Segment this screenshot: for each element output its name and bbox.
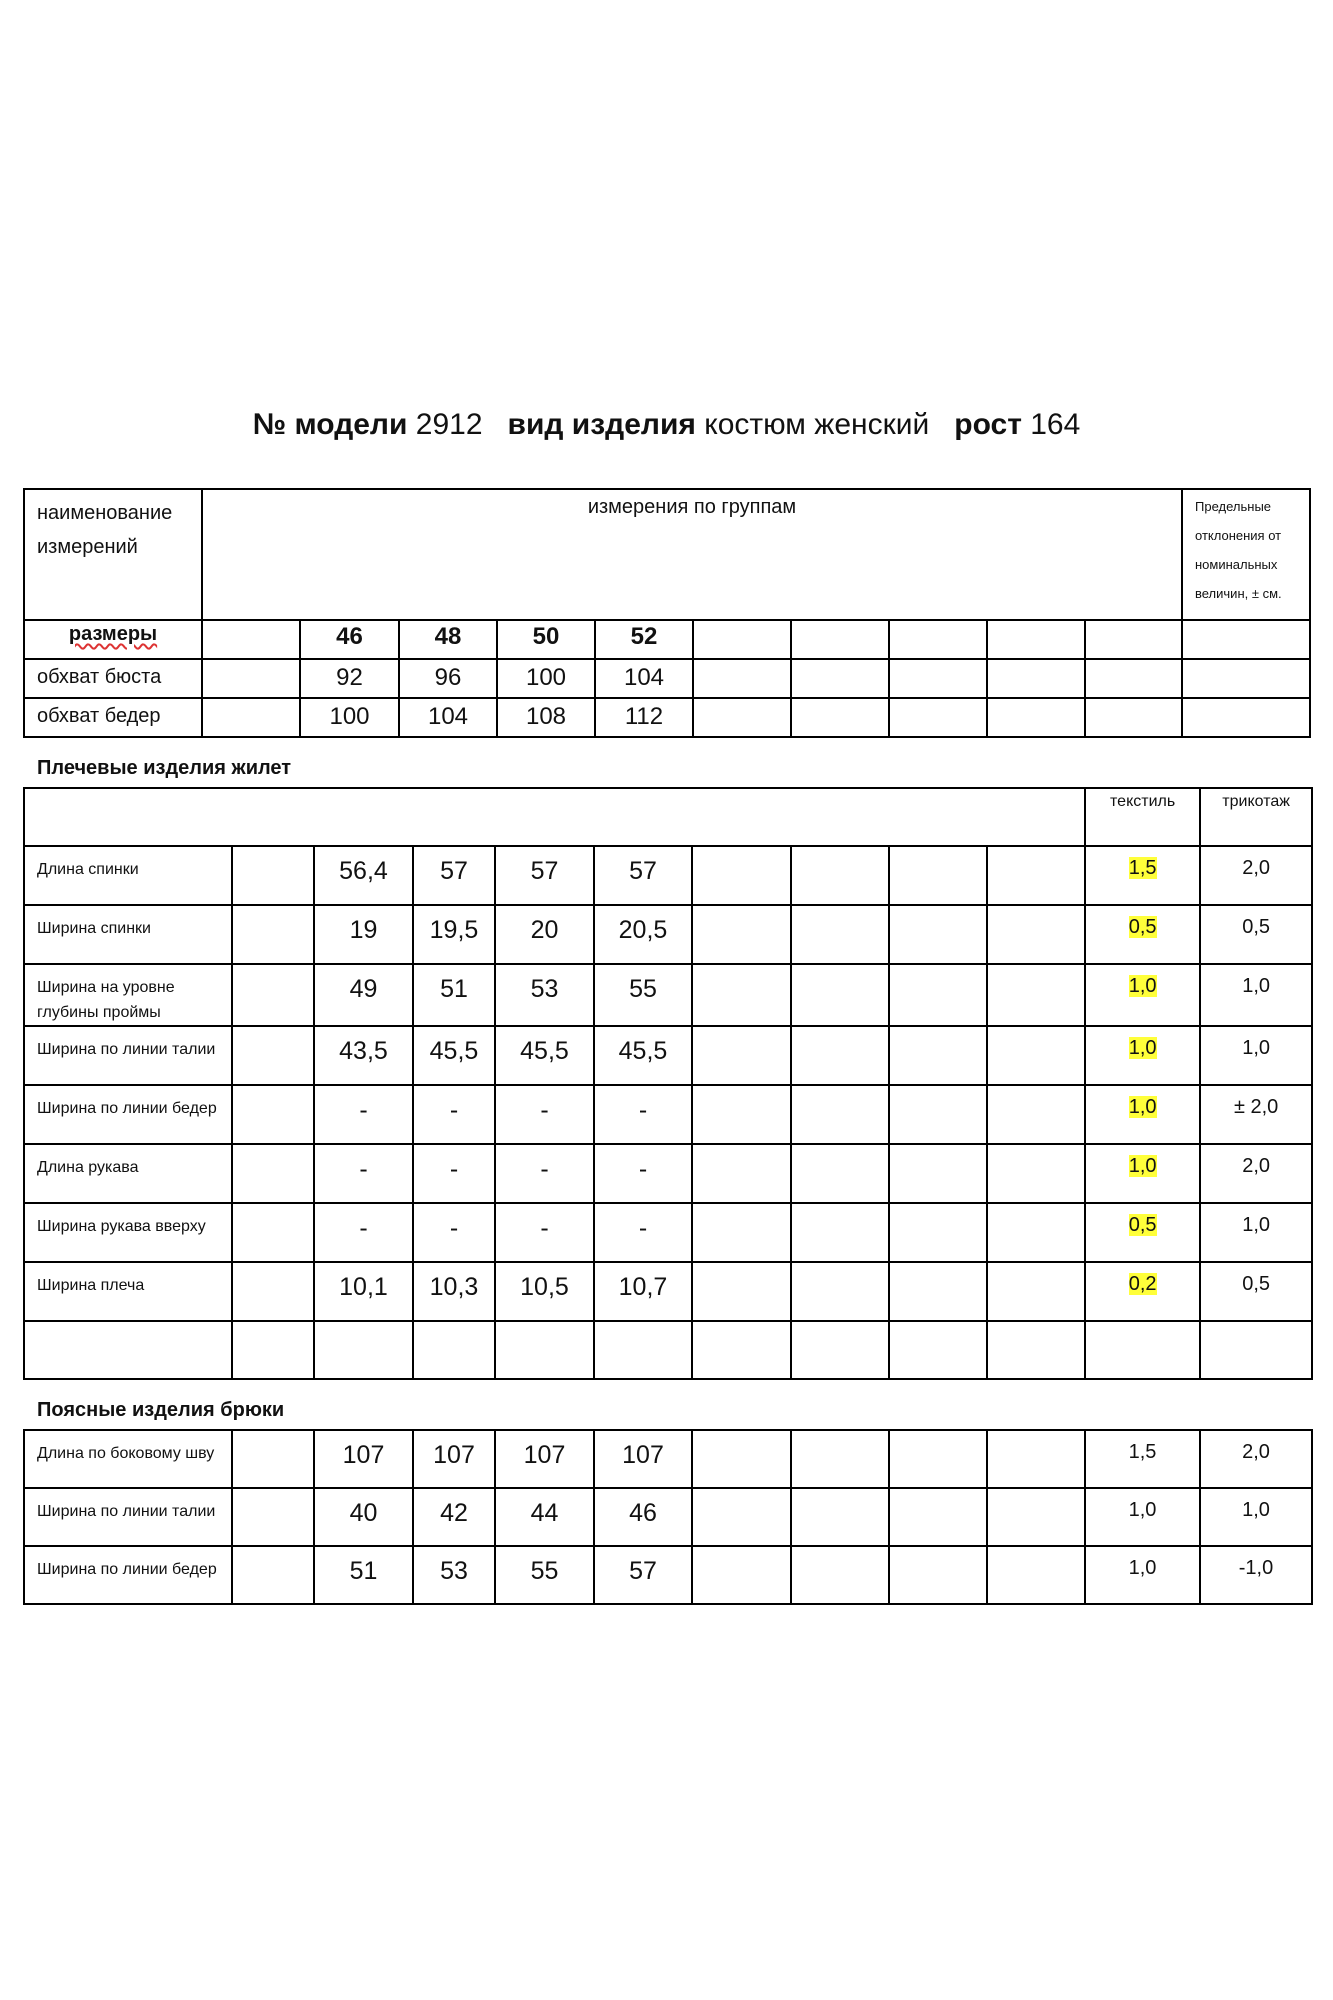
textile-tolerance-cell	[1085, 905, 1200, 964]
value-cell: 19	[314, 905, 413, 964]
value-cell: 10,7	[594, 1262, 692, 1321]
pants-measurements-table	[23, 1429, 1313, 1605]
row-label: Ширина по линии талии	[24, 1488, 232, 1546]
value-cell: 40	[314, 1488, 413, 1546]
empty-cell	[232, 964, 314, 1026]
empty-cell	[232, 1203, 314, 1262]
knit-tolerance-cell: 2,0	[1200, 1144, 1312, 1203]
empty-cell	[987, 964, 1085, 1026]
empty-cell	[889, 1144, 987, 1203]
value-cell: 107	[495, 1430, 594, 1488]
vest-measurements-table	[23, 787, 1313, 1380]
empty-cell	[791, 1430, 889, 1488]
product-type-value: костюм женский	[704, 408, 930, 441]
value-cell: -	[495, 1144, 594, 1203]
empty-cell	[232, 1430, 314, 1488]
pants-section-heading: Поясные изделия брюки	[37, 1399, 285, 1421]
empty-cell	[791, 1546, 889, 1604]
textile-tolerance-value: 1,0	[1128, 1557, 1157, 1579]
table-header-row	[24, 489, 1310, 620]
vest-section-heading: Плечевые изделия жилет	[37, 757, 292, 779]
value-cell: 57	[413, 846, 495, 905]
table-row	[24, 905, 1312, 964]
empty-cell	[791, 964, 889, 1026]
value-cell: 10,1	[314, 1262, 413, 1321]
row-label: Длина спинки	[24, 846, 232, 905]
empty-cell	[791, 1026, 889, 1085]
value-cell: 10,5	[495, 1262, 594, 1321]
value-cell: 20,5	[594, 905, 692, 964]
value-cell: 57	[594, 846, 692, 905]
textile-tolerance-value: 0,5	[1128, 916, 1157, 938]
knit-tolerance-cell: 1,0	[1200, 1026, 1312, 1085]
textile-tolerance-cell	[1085, 1026, 1200, 1085]
row-label: Длина по боковому шву	[24, 1430, 232, 1488]
empty-cell	[889, 905, 987, 964]
textile-tolerance-value: 1,0	[1128, 1499, 1157, 1521]
groups-header: измерения по группам	[202, 489, 1182, 620]
textile-tolerance-value: 1,0	[1128, 975, 1157, 997]
knit-tolerance-cell: 0,5	[1200, 905, 1312, 964]
value-cell: 44	[495, 1488, 594, 1546]
knit-tolerance-cell: 1,0	[1200, 964, 1312, 1026]
empty-cell	[232, 1144, 314, 1203]
knit-tolerance-cell: 2,0	[1200, 846, 1312, 905]
empty-cell	[889, 1430, 987, 1488]
value-cell: -	[413, 1085, 495, 1144]
value-cell: 53	[413, 1546, 495, 1604]
empty-cell	[987, 1144, 1085, 1203]
measurement-name-header: наименование измерений	[24, 489, 202, 620]
empty-cell	[232, 905, 314, 964]
table-row	[24, 698, 1310, 737]
empty-cell	[987, 905, 1085, 964]
product-type-label: вид изделия	[507, 408, 696, 441]
height-label: рост	[954, 408, 1022, 441]
model-number-value: 2912	[415, 408, 483, 441]
knit-tolerance-cell: 1,0	[1200, 1203, 1312, 1262]
empty-cell	[889, 964, 987, 1026]
value-cell: 107	[413, 1430, 495, 1488]
value-cell: 57	[594, 1546, 692, 1604]
textile-tolerance-value: 1,0	[1128, 1096, 1157, 1118]
knit-tolerance-cell: 2,0	[1200, 1430, 1312, 1488]
empty-cell	[889, 1488, 987, 1546]
value-cell: 57	[495, 846, 594, 905]
row-label: Ширина спинки	[24, 905, 232, 964]
value-cell: -	[495, 1203, 594, 1262]
value-cell: 53	[495, 964, 594, 1026]
value-cell: 56,4	[314, 846, 413, 905]
table-row	[24, 1085, 1312, 1144]
value-cell: 107	[314, 1430, 413, 1488]
textile-tolerance-value: 1,5	[1128, 857, 1157, 879]
document-title	[0, 408, 1333, 442]
empty-cell	[987, 1488, 1085, 1546]
empty-cell	[889, 1085, 987, 1144]
size-cell: 52	[595, 620, 693, 659]
size-groups-table	[23, 488, 1311, 738]
table-row	[24, 1430, 1312, 1488]
value-cell: 49	[314, 964, 413, 1026]
height-value: 164	[1030, 408, 1081, 441]
empty-cell	[692, 846, 791, 905]
value-cell: 100	[300, 698, 399, 737]
table-row	[24, 1203, 1312, 1262]
textile-tolerance-cell	[1085, 1144, 1200, 1203]
empty-cell	[692, 964, 791, 1026]
value-cell: -	[594, 1085, 692, 1144]
table-row	[24, 1488, 1312, 1546]
empty-cell	[987, 1026, 1085, 1085]
size-cell: 50	[497, 620, 595, 659]
sizes-row	[24, 620, 1310, 659]
size-cell: 48	[399, 620, 497, 659]
table-row	[24, 1262, 1312, 1321]
textile-tolerance-cell	[1085, 846, 1200, 905]
table-row	[24, 659, 1310, 698]
value-cell: 92	[300, 659, 399, 698]
row-label: Ширина по линии бедер	[24, 1085, 232, 1144]
empty-cell	[791, 905, 889, 964]
empty-cell	[692, 1488, 791, 1546]
empty-cell	[791, 846, 889, 905]
empty-cell	[889, 1026, 987, 1085]
row-label: Ширина по линии бедер	[24, 1546, 232, 1604]
empty-cell	[987, 1085, 1085, 1144]
value-cell: 51	[314, 1546, 413, 1604]
value-cell: 112	[595, 698, 693, 737]
pants-rows	[24, 1430, 1312, 1604]
knit-tolerance-cell: 1,0	[1200, 1488, 1312, 1546]
empty-cell	[232, 1026, 314, 1085]
value-cell: 45,5	[413, 1026, 495, 1085]
vest-rows	[24, 846, 1312, 1321]
textile-tolerance-cell	[1085, 1430, 1200, 1488]
empty-cell	[232, 846, 314, 905]
value-cell: 45,5	[594, 1026, 692, 1085]
empty-cell	[692, 1144, 791, 1203]
textile-tolerance-value: 0,2	[1128, 1273, 1157, 1295]
empty-cell	[889, 1262, 987, 1321]
textile-tolerance-value: 1,0	[1128, 1037, 1157, 1059]
empty-cell	[791, 1085, 889, 1144]
knit-tolerance-cell: -1,0	[1200, 1546, 1312, 1604]
table-row	[24, 1026, 1312, 1085]
value-cell: 51	[413, 964, 495, 1026]
empty-cell	[791, 1144, 889, 1203]
empty-cell	[889, 846, 987, 905]
empty-cell	[889, 1546, 987, 1604]
value-cell: 55	[594, 964, 692, 1026]
empty-cell	[232, 1085, 314, 1144]
value-cell: 20	[495, 905, 594, 964]
knit-tolerance-cell: 0,5	[1200, 1262, 1312, 1321]
empty-cell	[692, 1026, 791, 1085]
row-label: Ширина плеча	[24, 1262, 232, 1321]
empty-cell	[889, 1203, 987, 1262]
value-cell: 46	[594, 1488, 692, 1546]
value-cell: 10,3	[413, 1262, 495, 1321]
table-row	[24, 1546, 1312, 1604]
value-cell: 107	[594, 1430, 692, 1488]
value-cell: -	[314, 1085, 413, 1144]
table-row	[24, 846, 1312, 905]
empty-cell	[692, 1203, 791, 1262]
row-label: обхват бюста	[24, 659, 202, 698]
table-row	[24, 964, 1312, 1026]
value-cell: 55	[495, 1546, 594, 1604]
table-row	[24, 1144, 1312, 1203]
empty-cell	[791, 1262, 889, 1321]
empty-cell	[987, 1203, 1085, 1262]
value-cell: -	[495, 1085, 594, 1144]
size-cell: 46	[300, 620, 399, 659]
value-cell: 104	[399, 698, 497, 737]
textile-tolerance-value: 0,5	[1128, 1214, 1157, 1236]
row-label: Длина рукава	[24, 1144, 232, 1203]
textile-tolerance-cell	[1085, 1546, 1200, 1604]
empty-cell	[987, 1430, 1085, 1488]
textile-tolerance-cell	[1085, 964, 1200, 1026]
empty-row	[24, 1321, 1312, 1379]
textile-tolerance-value: 1,5	[1128, 1441, 1157, 1463]
value-cell: 100	[497, 659, 595, 698]
tolerance-header: Предельные отклонения от номинальных величин, ± см.	[1182, 489, 1310, 620]
row-label: обхват бедер	[24, 698, 202, 737]
empty-cell	[987, 846, 1085, 905]
empty-cell	[987, 1546, 1085, 1604]
textile-tolerance-value: 1,0	[1128, 1155, 1157, 1177]
value-cell: -	[413, 1144, 495, 1203]
value-cell: 108	[497, 698, 595, 737]
empty-cell	[692, 905, 791, 964]
empty-cell	[791, 1488, 889, 1546]
value-cell: -	[413, 1203, 495, 1262]
value-cell: 19,5	[413, 905, 495, 964]
table-header-row	[24, 788, 1312, 846]
empty-cell	[692, 1546, 791, 1604]
value-cell: -	[594, 1144, 692, 1203]
row-label: Ширина на уровне глубины проймы	[24, 964, 232, 1026]
value-cell: 43,5	[314, 1026, 413, 1085]
textile-header: текстиль	[1085, 788, 1200, 846]
empty-cell	[232, 1546, 314, 1604]
empty-cell	[232, 1488, 314, 1546]
empty-cell	[692, 1085, 791, 1144]
empty-cell	[692, 1430, 791, 1488]
textile-tolerance-cell	[1085, 1203, 1200, 1262]
sizes-label: размеры	[24, 620, 202, 659]
value-cell: 104	[595, 659, 693, 698]
textile-tolerance-cell	[1085, 1085, 1200, 1144]
row-label: Ширина рукава вверху	[24, 1203, 232, 1262]
value-cell: -	[314, 1144, 413, 1203]
value-cell: -	[314, 1203, 413, 1262]
value-cell: 45,5	[495, 1026, 594, 1085]
empty-cell	[692, 1262, 791, 1321]
empty-cell	[987, 1262, 1085, 1321]
textile-tolerance-cell	[1085, 1488, 1200, 1546]
value-cell: -	[594, 1203, 692, 1262]
knit-header: трикотаж	[1200, 788, 1312, 846]
value-cell: 96	[399, 659, 497, 698]
textile-tolerance-cell	[1085, 1262, 1200, 1321]
row-label: Ширина по линии талии	[24, 1026, 232, 1085]
value-cell: 42	[413, 1488, 495, 1546]
model-number-label: № модели	[252, 408, 408, 441]
knit-tolerance-cell: ± 2,0	[1200, 1085, 1312, 1144]
empty-cell	[232, 1262, 314, 1321]
empty-cell	[791, 1203, 889, 1262]
